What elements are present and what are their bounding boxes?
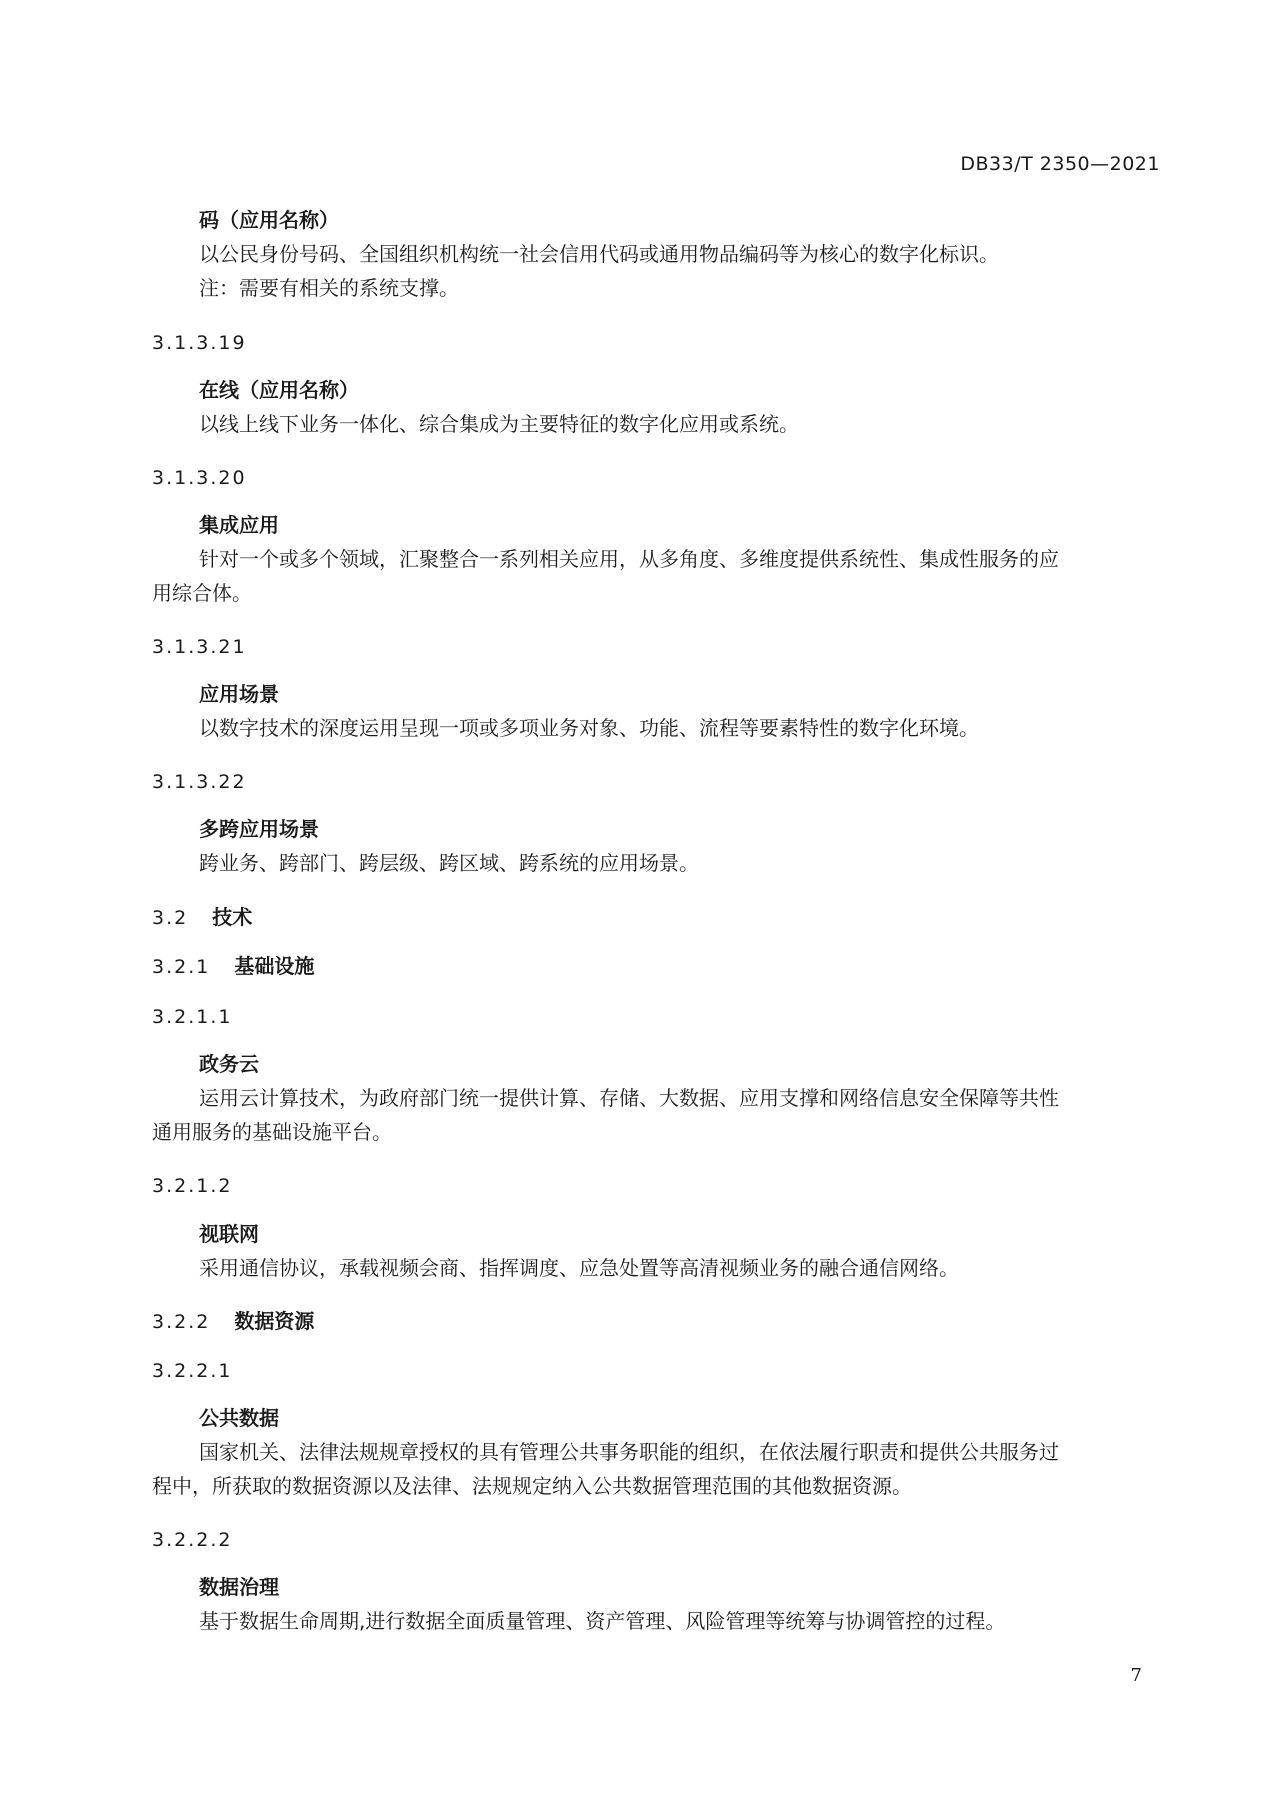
section-title: 基础设施 xyxy=(234,954,315,978)
page-number: 7 xyxy=(1130,1665,1142,1686)
section-heading xyxy=(152,903,252,932)
term-definition: 以公民身份号码、全国组织机构统一社会信用代码或通用物品编码等为核心的数字化标识。 xyxy=(199,242,999,266)
clause-number: 3.1.3.22 xyxy=(152,771,247,793)
term-title: 多跨应用场景 xyxy=(199,817,319,841)
term-title: 集成应用 xyxy=(199,513,279,537)
subsection-heading xyxy=(152,1307,314,1336)
clause-number: 3.1.3.21 xyxy=(152,636,247,658)
term-definition: 针对一个或多个领域，汇聚整合一系列相关应用，从多角度、多维度提供系统性、集成性服务的应 xyxy=(199,547,1059,571)
standard-code: DB33/T 2350—2021 xyxy=(960,153,1160,175)
term-definition: 以线上线下业务一体化、综合集成为主要特征的数字化应用或系统。 xyxy=(199,412,799,436)
term-title: 政务云 xyxy=(199,1052,259,1076)
term-title: 码（应用名称） xyxy=(199,208,339,232)
section-title: 技术 xyxy=(212,905,253,929)
term-definition: 基于数据生命周期,进行数据全面质量管理、资产管理、风险管理等统筹与协调管控的过程。 xyxy=(199,1609,1006,1633)
section-number: 3.2.1 xyxy=(152,956,211,978)
term-title: 应用场景 xyxy=(199,682,279,706)
term-title: 公共数据 xyxy=(199,1406,279,1430)
subsection-heading xyxy=(152,952,314,981)
clause-number: 3.1.3.20 xyxy=(152,467,247,489)
term-definition: 运用云计算技术，为政府部门统一提供计算、存储、大数据、应用支撑和网络信息安全保障等共性 xyxy=(199,1086,1059,1110)
term-title: 视联网 xyxy=(199,1222,259,1246)
section-number: 3.2.2 xyxy=(152,1311,211,1333)
term-definition-continued: 用综合体。 xyxy=(152,581,252,605)
term-note: 注：需要有相关的系统支撑。 xyxy=(199,276,459,300)
term-title: 数据治理 xyxy=(199,1575,279,1599)
clause-number: 3.2.2.1 xyxy=(152,1360,233,1382)
term-definition: 跨业务、跨部门、跨层级、跨区域、跨系统的应用场景。 xyxy=(199,851,699,875)
section-number: 3.2 xyxy=(152,907,189,929)
term-definition: 采用通信协议，承载视频会商、指挥调度、应急处置等高清视频业务的融合通信网络。 xyxy=(199,1256,959,1280)
term-definition: 以数字技术的深度运用呈现一项或多项业务对象、功能、流程等要素特性的数字化环境。 xyxy=(199,716,979,740)
term-definition: 国家机关、法律法规规章授权的具有管理公共事务职能的组织，在依法履行职责和提供公共服务过 xyxy=(199,1440,1059,1464)
clause-number: 3.2.1.1 xyxy=(152,1006,233,1028)
clause-number: 3.2.1.2 xyxy=(152,1175,233,1197)
term-definition-continued: 通用服务的基础设施平台。 xyxy=(152,1120,392,1144)
clause-number: 3.1.3.19 xyxy=(152,332,247,354)
section-title: 数据资源 xyxy=(234,1309,315,1333)
clause-number: 3.2.2.2 xyxy=(152,1529,233,1551)
term-title: 在线（应用名称） xyxy=(199,378,359,402)
term-definition-continued: 程中，所获取的数据资源以及法律、法规规定纳入公共数据管理范围的其他数据资源。 xyxy=(152,1474,912,1498)
